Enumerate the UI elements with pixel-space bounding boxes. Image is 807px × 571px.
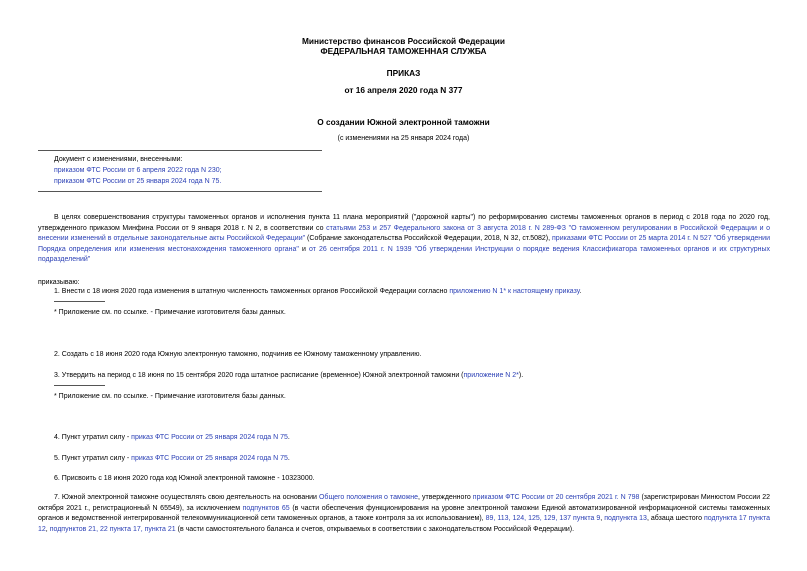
footnote-divider-1 [54,301,105,302]
appendix-2-link[interactable]: приложение N 2* [463,372,519,379]
changes-link-1[interactable]: приказом ФТС России от 6 апреля 2022 года N 230; [54,167,222,174]
footnote-1: * Приложение см. по ссылке. - Примечание изготовителя базы данных. [54,309,286,316]
law-289-link[interactable]: статьями 253 и 257 Федерального закона от 3 августа 2018 г. N 289-ФЗ "О таможенном регулировании в Российской Федерации и о внесении изменений в отдельные законодательные акты Российской Федерации" [38,224,771,242]
order-word: приказываю: [38,279,80,286]
footnote-divider-2 [54,385,105,386]
subparagraph-17-link[interactable]: подпункта 17 пункта 12 [38,515,771,533]
subparagraph-13-link[interactable]: подпункта 13 [604,515,647,522]
doc-title: О создании Южной электронной таможни [317,117,490,127]
paragraph-text: 3. Утвердить на период с 18 июня по 15 сентября 2020 года штатное расписание (временное) Южной электронной таможни ( [54,372,464,379]
paragraph-text: 4. Пункт утратил силу - [54,434,132,441]
paragraph-7 [38,493,770,535]
paragraph-text: , [600,515,605,522]
preamble-text: (Собрание законодательства Российской Федерации, 2018, N 32, ст.5082), [305,235,553,242]
paragraph-6: 6. Присвоить с 18 июня 2020 года код Южной электронной таможне - 10323000. [54,475,315,482]
paragraph-end: ). [518,372,524,379]
preamble [38,213,770,266]
order-798-link[interactable]: приказом ФТС России от 20 сентября 2021 г. N 798 [472,494,640,501]
paragraph-text: , утвержденного [418,494,473,501]
paragraph-2: 2. Создать с 18 июня 2020 года Южную электронную таможню, подчинив ее Южному таможенному управлению. [54,351,422,358]
paragraph-end: . [287,455,290,462]
changes-intro: Документ с изменениями, внесенными: [54,156,183,163]
footnote-2: * Приложение см. по ссылке. - Примечание изготовителя базы данных. [54,393,286,400]
service-heading: ФЕДЕРАЛЬНАЯ ТАМОЖЕННАЯ СЛУЖБА [320,46,487,56]
subparagraphs-21-22-link[interactable]: подпунктов 21, 22 пункта 17, пункта 21 [49,525,176,533]
paragraph-1 [54,287,582,296]
order-1939-link[interactable]: от 26 сентября 2011 г. N 1939 "Об утверждении Инструкции о порядке ведения Классификатора таможенных органов и их структурных подразделений" [38,245,770,263]
paragraph-text: 1. Внести с 18 июня 2020 года изменения в штатную численность таможенных органов Российской Федерации согласно [54,288,450,295]
paragraph-end: . [579,288,582,295]
changes-link-2[interactable]: приказом ФТС России от 25 января 2024 года N 75. [54,178,222,185]
general-provision-link[interactable]: Общего положения о таможне [318,494,419,501]
paragraph-text: (в части самостоятельного баланса и счетов, открываемых в соответствии с законодательством Российской Федерации). [175,525,575,533]
paragraph-text: , абзаца шестого [646,515,704,522]
paragraph-text: 7. Южной электронной таможне осуществлять свою деятельность на основании [54,494,319,501]
order-75-link[interactable]: приказ ФТС России от 25 января 2024 года N 75 [131,455,288,462]
amended-note: (с изменениями на 25 января 2024 года) [337,135,470,142]
ministry-heading: Министерство финансов Российской Федерации [301,36,506,46]
paragraph-end: . [287,434,290,441]
paragraph-text: 5. Пункт утратил силу - [54,455,132,462]
date-number: от 16 апреля 2020 года N 377 [344,85,463,95]
paragraph-3 [54,371,523,380]
doc-type: ПРИКАЗ [386,68,421,78]
order-527-link[interactable]: приказами ФТС России от 25 марта 2014 г. N 527 "Об утверждении Порядка определения или изменения местонахождения таможенного органа" [38,235,770,253]
preamble-text: и [298,245,309,253]
paragraph-text: , [45,525,50,533]
paragraph-text: (зарегистрирован Минюстом России 22 октября 2021 г., регистрационный N 65549), за исключением [38,494,770,512]
preamble-text: В целях совершенствования структуры таможенных органов и исполнения пункта 11 плана мероприятий ("дорожной карты") по реформированию системы таможенных органов в период с 2018 года по 2020 год, утвержденного приказом Минфина России от 9 января 2018 г. N 2, в соответствии со [38,214,770,232]
appendix-1-link[interactable]: приложению N 1* к настоящему приказу [449,288,580,295]
divider-bottom [38,191,322,192]
paragraph-5 [54,454,290,463]
paragraph-4 [54,433,290,442]
divider-top [38,150,322,151]
subparagraph-65-link[interactable]: подпунктов 65 [242,504,290,512]
paragraph-text: (в части обеспечения функционирования на уровне электронной таможни Единой автоматизированной информационной системы таможенных органов и ведомственной интегрированной телекоммуникационной сети таможенных органов, а также контроля за их использованием), [38,504,771,522]
order-75-link[interactable]: приказ ФТС России от 25 января 2024 года N 75 [131,434,288,441]
subparagraphs-item-9-link[interactable]: 89, 113, 124, 125, 129, 137 пункта 9 [485,515,601,522]
